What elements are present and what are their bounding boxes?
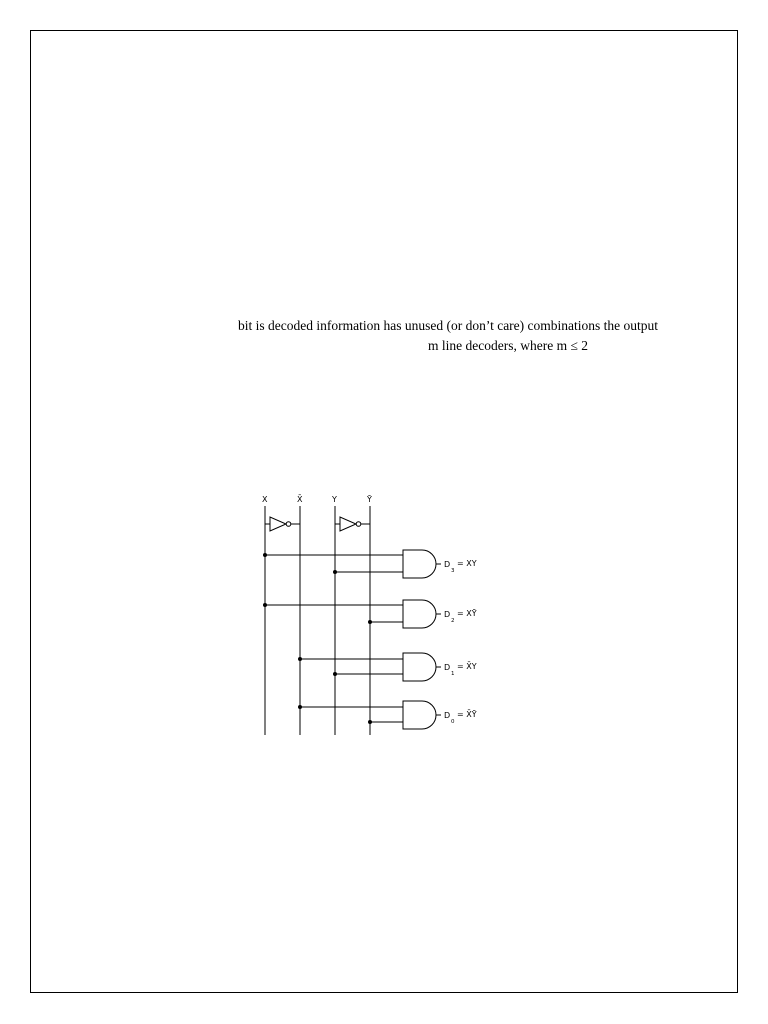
output-label-d3 <box>444 559 477 574</box>
and-gate-d2 <box>263 600 441 628</box>
output-d2-letter: D <box>444 610 451 619</box>
output-d1-eq: = X̄Y <box>457 662 477 671</box>
output-d3-letter: D <box>444 560 451 569</box>
output-d3-sub: 3 <box>451 568 455 574</box>
body-text-line-1: bit is decoded information has unused (or don’t care) combinations the output <box>238 318 659 333</box>
output-d2-sub: 2 <box>451 618 455 624</box>
input-label-y: Y <box>332 495 337 504</box>
inverter-y <box>335 517 370 531</box>
output-d1-letter: D <box>444 663 451 672</box>
output-label-d0 <box>444 709 477 725</box>
inverter-x <box>265 517 300 531</box>
output-d2-eq: = XȲ <box>457 609 477 618</box>
input-label-x-bar: X̄ <box>297 495 303 504</box>
output-d0-eq: = X̄Ȳ <box>457 710 477 719</box>
input-label-x: X <box>262 495 268 504</box>
and-gate-d3 <box>263 550 441 578</box>
output-d0-letter: D <box>444 711 451 720</box>
output-d3-eq: = XY <box>457 559 477 568</box>
output-label-d1 <box>444 661 477 677</box>
output-d1-sub: 1 <box>451 671 455 677</box>
decoder-circuit-diagram <box>250 490 510 740</box>
input-label-y-bar: Ȳ <box>367 495 372 504</box>
output-d0-sub: 0 <box>451 719 455 725</box>
output-label-d2 <box>444 608 477 624</box>
body-text-line-2: m line decoders, where m ≤ 2 <box>428 338 588 353</box>
